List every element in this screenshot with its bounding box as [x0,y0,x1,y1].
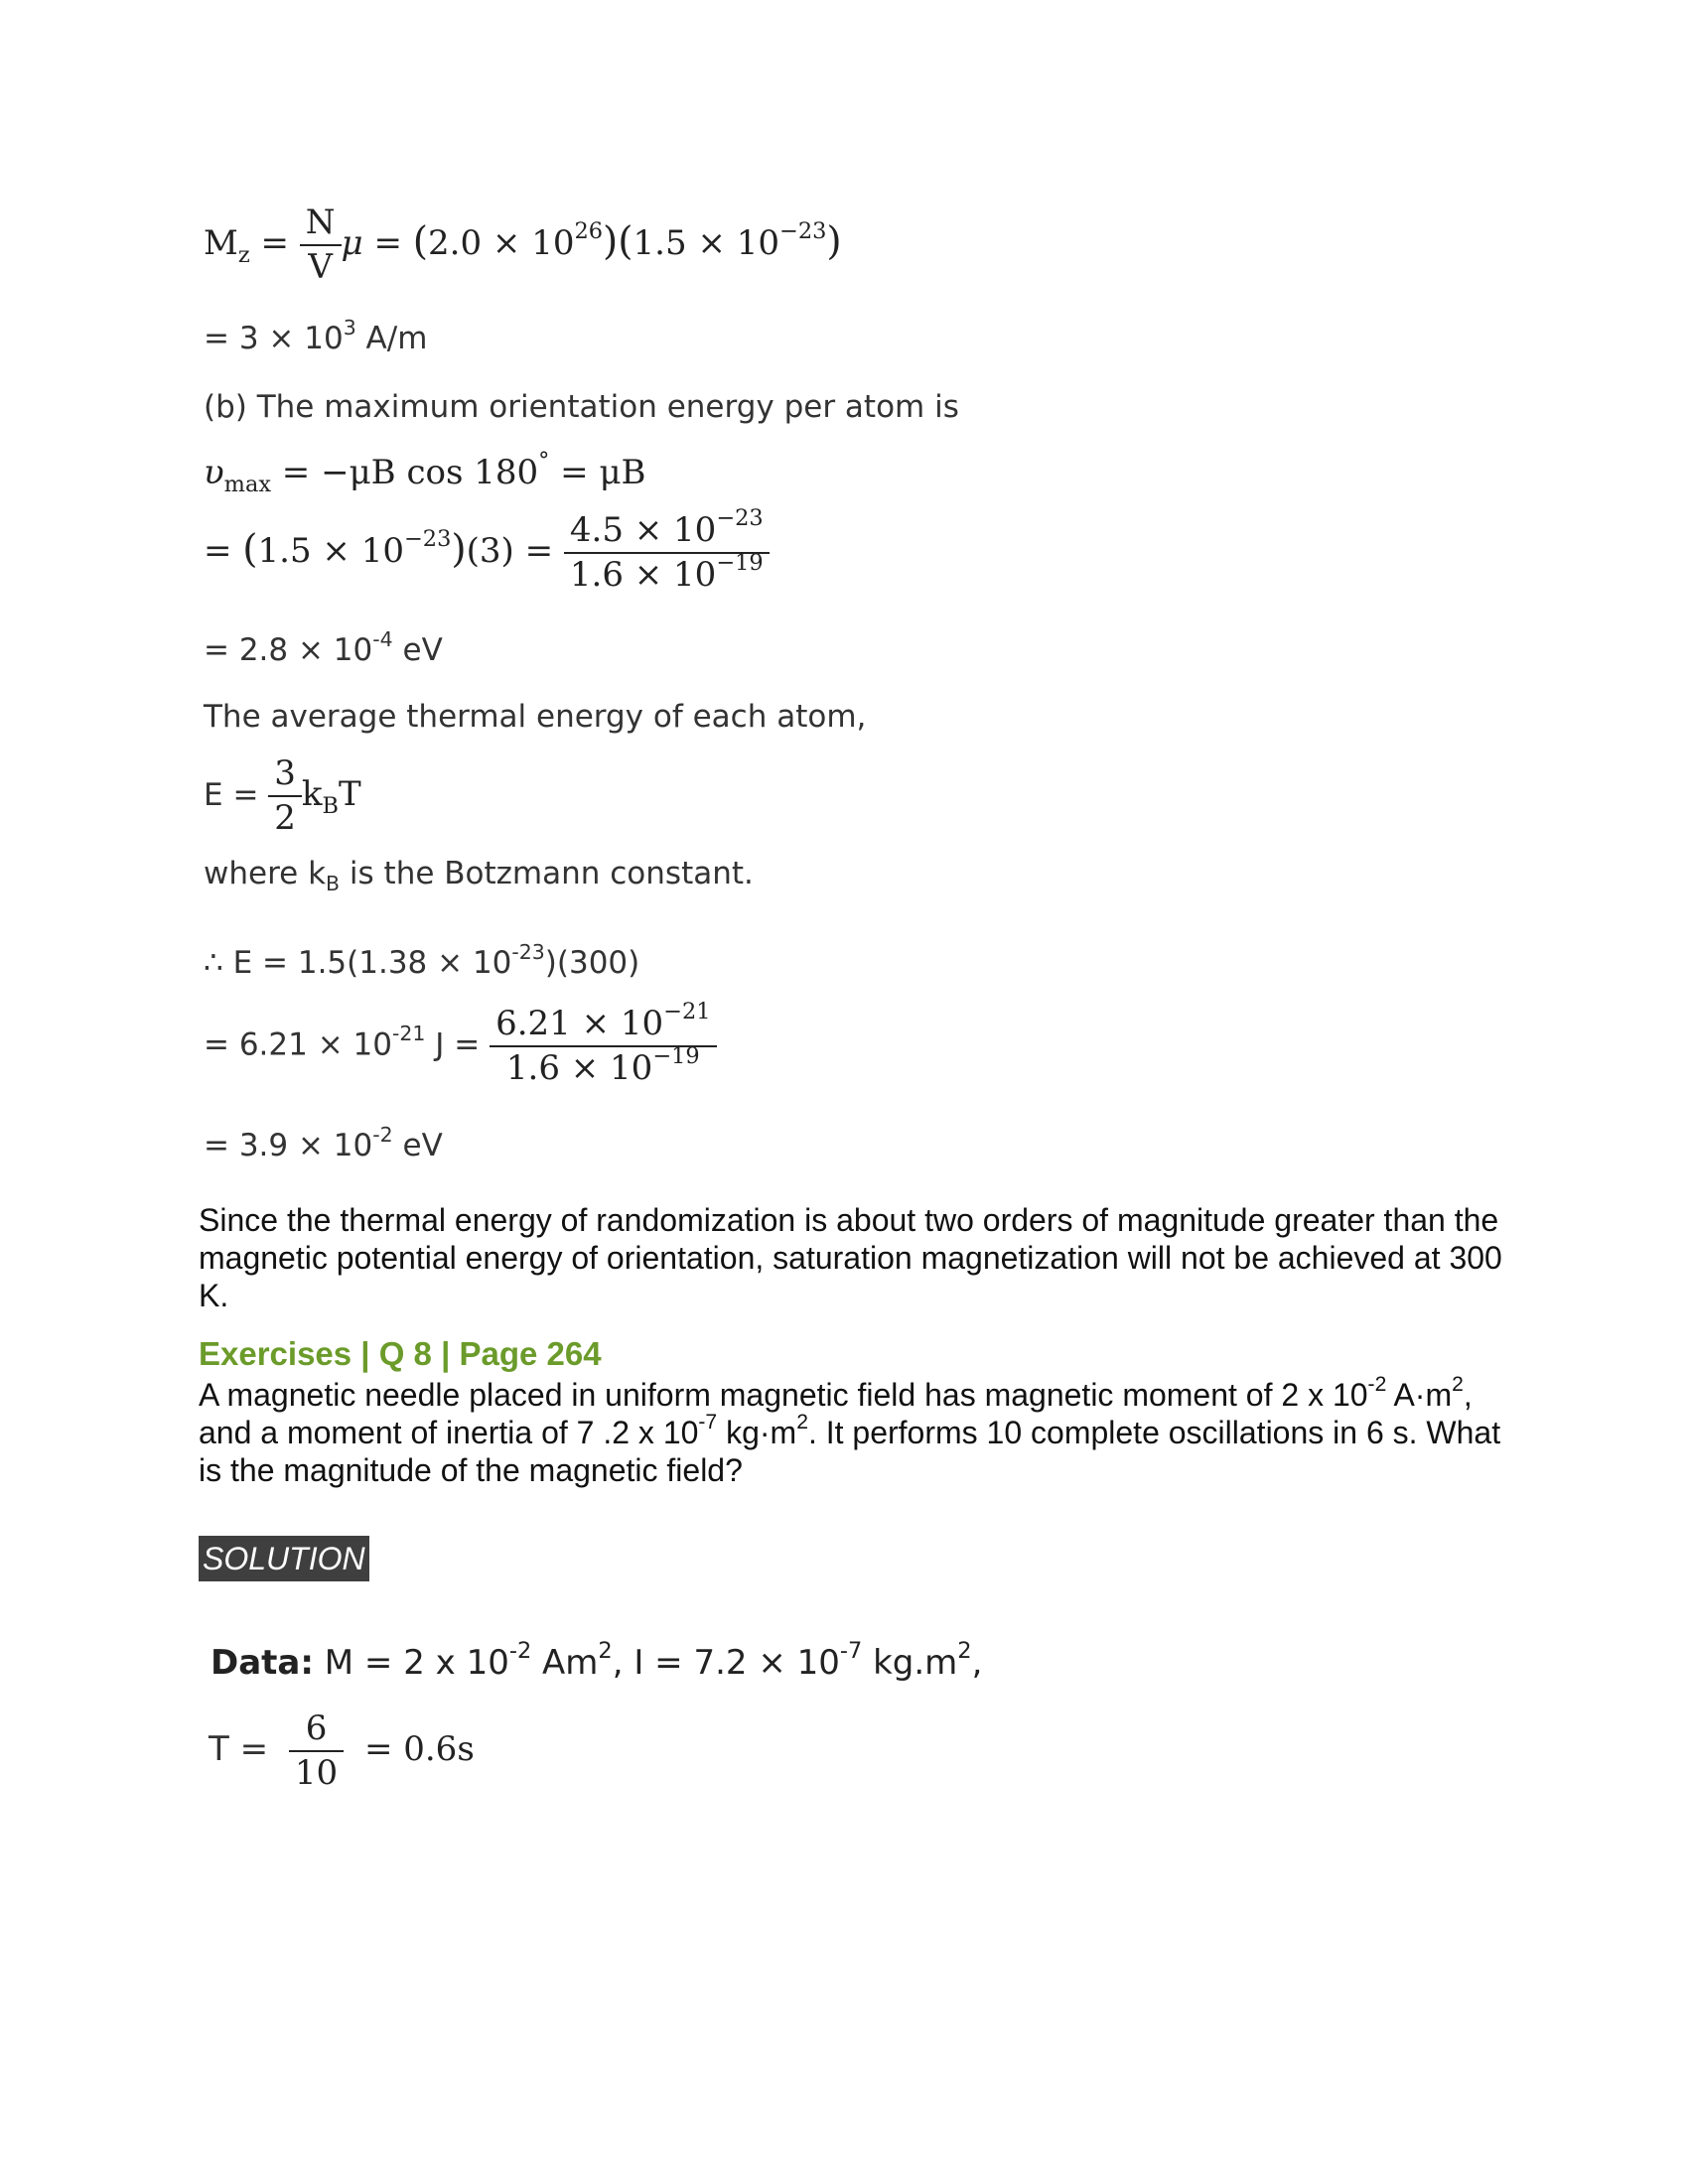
text: where k [204,856,327,891]
text: eV [392,632,443,668]
equation-magnetization [204,204,842,287]
text: = μB [549,453,646,492]
exponent: -23 [511,939,545,964]
line-average-thermal: The average thermal energy of each atom, [204,699,867,735]
coefficient: 2.0 [428,223,483,264]
equation-umax [204,448,646,497]
coefficient: 1.5 [633,223,687,264]
degree: ° [538,448,550,475]
text: 4.5 × 10 [569,510,717,550]
text: = 0.6s [353,1729,475,1770]
text: , I = 7.2 × 10 [612,1643,840,1683]
data-line [211,1638,983,1683]
exponent: −23 [716,505,764,532]
denominator: V [308,247,333,288]
text: = 2.8 × 10 [204,632,373,668]
paren: ) [451,527,467,573]
exercise-heading: Exercises | Q 8 | Page 264 [199,1335,602,1372]
equation-E [204,754,361,838]
symbol-u: υ [204,453,224,492]
exponent: -21 [391,1022,426,1046]
equation-E-joules [204,999,717,1089]
text: eV [392,1128,443,1163]
fraction [564,505,770,596]
text: = 3.9 × 10 [204,1128,373,1163]
question-text [199,1373,1509,1489]
numerator: 6 [289,1709,344,1752]
numerator: 3 [268,754,302,797]
subscript-z: z [237,241,250,268]
text: T = [209,1729,279,1770]
subscript: B [326,872,341,896]
fraction-6-over-10 [289,1709,344,1793]
exponent: 2 [957,1638,972,1665]
exponent: -2 [508,1638,532,1665]
text: ∴ E = 1.5(1.38 × 10 [204,945,512,981]
text: A/m [355,321,428,356]
text: 1.6 × 10 [569,555,717,596]
text: M = 2 x 10 [313,1643,509,1683]
text: (3) = [466,531,564,572]
paren: ( [412,219,429,265]
exponent: −19 [652,1043,700,1070]
text: kg.m [862,1643,958,1683]
symbol-mu: μ [341,223,363,264]
denominator [564,550,770,596]
paragraph-conclusion: Since the thermal energy of randomization is about two orders of magnitude greater than the magnetic potential energy of orientation, saturation magnetization will not be achieved at 300 K. [199,1202,1502,1313]
equals-sign: = [373,223,402,264]
exponent: −23 [404,526,452,553]
text: Am [531,1643,599,1683]
exponent: 26 [574,218,604,245]
exponent: -2 [1367,1373,1387,1397]
exponent: 2 [796,1411,808,1434]
solution-label: SOLUTION [199,1536,369,1581]
text: = [204,531,243,572]
denominator [490,1043,716,1089]
line-part-b: (b) The maximum orientation energy per atom is [204,389,959,425]
denominator: 10 [294,1753,339,1794]
text: . It performs 10 complete oscillations in 6 s. What is the magnitude of the magnetic field? [199,1415,1501,1488]
paren: ( [242,527,258,573]
equals-sign: = [260,223,289,264]
text: J = [425,1026,491,1063]
numerator: N [300,204,342,246]
paren: ( [618,219,633,265]
numerator [564,505,770,554]
equation-T [209,1709,475,1793]
paren: ) [603,219,619,265]
exponent: −21 [663,999,711,1025]
subscript-B: B [322,792,340,819]
text: , and a moment of inertia of 7 .2 x 10 [199,1377,1473,1450]
line-where-kb [204,856,754,896]
exponent: −19 [716,550,764,577]
base: 10 [531,223,575,264]
text: 6.21 × 10 [495,1004,664,1043]
numerator [490,999,716,1047]
symbol-T: T [339,774,361,815]
text: 1.5 × 10 [257,531,404,572]
text: = 6.21 × 10 [204,1026,392,1063]
exponent: −23 [779,218,827,245]
text: kg·m [717,1415,797,1450]
exponent: -7 [698,1411,718,1434]
subscript-max: max [223,471,271,497]
symbol-k: k [301,774,323,815]
symbol-M: M [204,223,238,264]
text: 1.6 × 10 [505,1048,653,1089]
equation-umax-calc [204,505,770,596]
label: Data: [211,1643,314,1683]
text: is the Botzmann constant. [340,856,754,891]
text: A·m [1386,1377,1453,1413]
exponent: 2 [1452,1373,1464,1397]
exponent: -4 [372,626,393,651]
text: = 3 × 10 [204,321,344,356]
text: = −μB cos 180 [270,453,539,492]
exponent: -2 [372,1122,393,1147]
base: 10 [736,223,780,264]
line-ev-result-1 [204,626,443,668]
exponent: 2 [598,1638,613,1665]
exponent: 3 [343,315,356,340]
fraction [490,999,716,1089]
fraction-n-over-v [300,204,342,287]
text: )(300) [544,945,640,981]
equation-E-calc [204,939,640,981]
times-sign: × [697,223,726,264]
text: , [971,1643,983,1683]
denominator: 2 [274,798,296,839]
text: E = [204,777,269,814]
line-ev-result-2 [204,1122,443,1163]
text: A magnetic needle placed in uniform magnetic field has magnetic moment of 2 x 10 [199,1377,1368,1413]
line-mz-result [204,315,428,356]
times-sign: × [492,223,521,264]
exponent: -7 [839,1638,863,1665]
fraction-3-over-2 [268,754,302,838]
paren: ) [826,219,842,265]
